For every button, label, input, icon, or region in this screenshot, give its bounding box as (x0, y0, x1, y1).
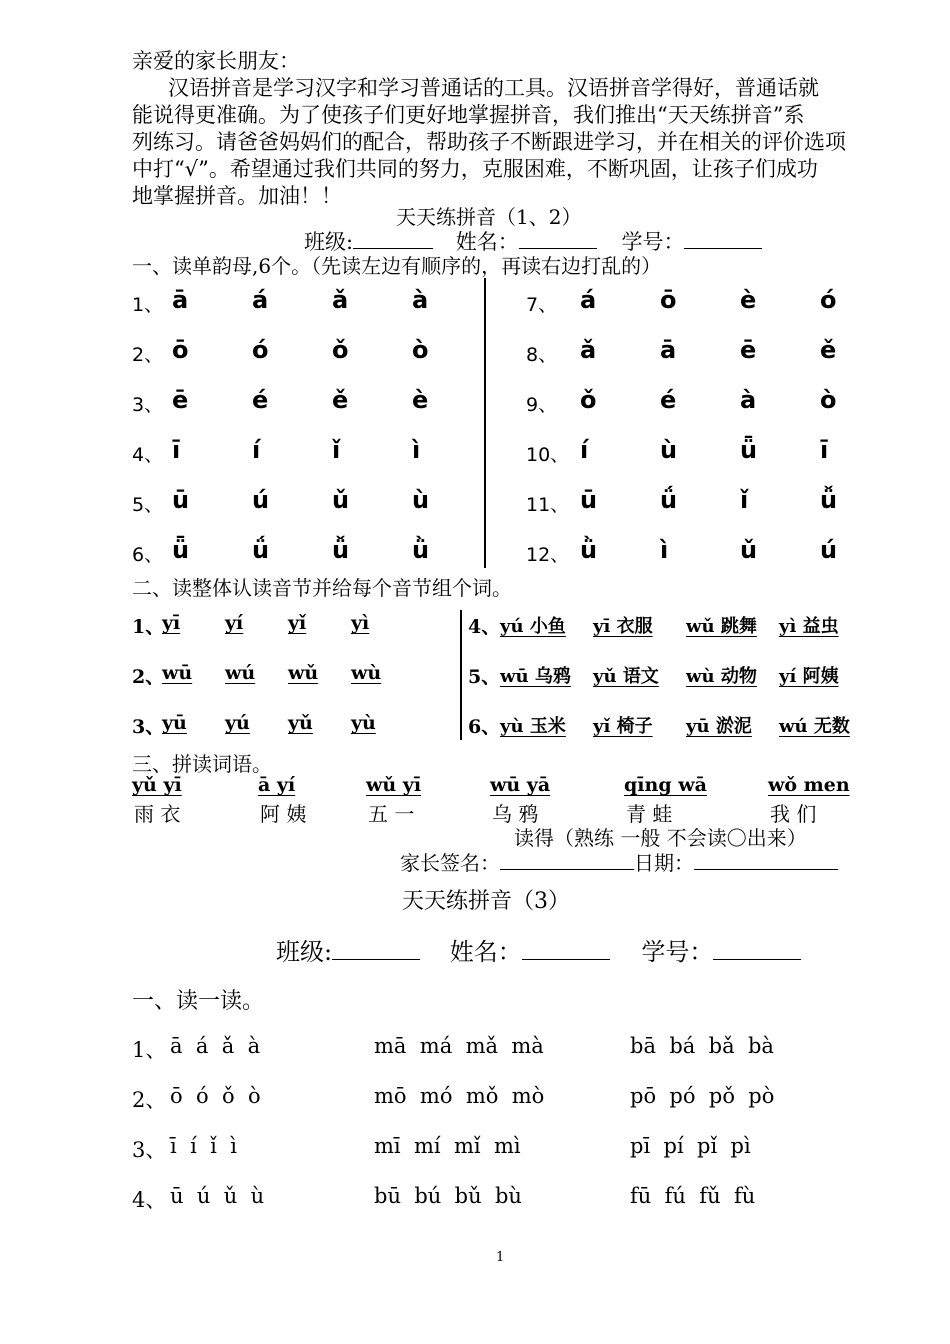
vowel: è (740, 286, 757, 314)
vowel: ǘ (252, 536, 270, 564)
vowel: ú (252, 486, 270, 514)
vowel: ǜ (580, 536, 598, 564)
vowel: ǖ (740, 436, 758, 464)
syllables: bū bú bǔ bù (374, 1184, 522, 1208)
row-number: 1、 (132, 616, 165, 638)
intro-line: 地掌握拼音。加油！！ (132, 184, 342, 208)
lesson1-title: 天天练拼音（1、2） (396, 205, 582, 229)
intro-line: 中打“√”。希望通过我们共同的努力，克服困难，不断巩固，让孩子们成功 (132, 157, 818, 181)
syllable: yǔ (288, 712, 313, 734)
syllable-word: yí 阿姨 (779, 666, 839, 687)
word-hanzi: 五 一 (368, 802, 415, 826)
greeting: 亲爱的家长朋友： (132, 49, 300, 73)
syllables: ā á ǎ à (170, 1034, 261, 1058)
row-number: 3、 (132, 394, 164, 416)
syllable: yī (162, 612, 181, 634)
vowel: ǔ (740, 536, 758, 564)
vowel: á (252, 286, 269, 314)
class-field[interactable] (353, 228, 433, 249)
vowel: ǎ (332, 286, 349, 314)
vowel: ū (172, 486, 190, 514)
vowel: ē (740, 336, 757, 364)
vowel: ǘ (660, 486, 678, 514)
vowel: ǒ (332, 336, 349, 364)
intro-line: 列练习。请爸爸妈妈们的配合，帮助孩子不断跟进学习，并在相关的评价选项 (132, 130, 846, 154)
row-number: 1、 (132, 294, 164, 316)
syllables: pī pí pǐ pì (630, 1134, 751, 1158)
vowel: è (412, 386, 429, 414)
section3-title: 三、拼读词语。 (132, 752, 272, 776)
id-label: 学号： (621, 230, 685, 254)
vowel: ǐ (332, 436, 341, 464)
syllable-word: wū 乌鸦 (500, 666, 571, 687)
row-number: 2、 (132, 1088, 167, 1112)
syllable-word: wǔ 跳舞 (686, 616, 757, 637)
evaluation: 读得（熟练 一般 不会读〇出来） (514, 826, 807, 850)
vowel: ù (660, 436, 678, 464)
name-field[interactable] (519, 228, 597, 249)
syllables: mī mí mǐ mì (374, 1134, 521, 1158)
intro-letter (132, 48, 872, 210)
parent-sign-field[interactable] (500, 849, 634, 870)
vowel: ò (412, 336, 429, 364)
vowel: é (660, 386, 677, 414)
word-pinyin: wǔ yī (366, 774, 422, 796)
syllable-word: yú 小鱼 (500, 616, 566, 637)
vowel: ǎ (580, 336, 597, 364)
syllable-word: yì 益虫 (779, 616, 839, 637)
word-hanzi: 青 蛙 (626, 802, 673, 826)
word-pinyin: wū yā (490, 774, 551, 796)
vowel: ǚ (820, 486, 838, 514)
row-number: 7、 (526, 294, 558, 316)
word-hanzi: 乌 鸦 (492, 802, 539, 826)
parent-sign-label: 家长签名： (400, 851, 500, 875)
vowel: ù (412, 486, 430, 514)
lesson3-info (276, 932, 801, 967)
vowel: ā (660, 336, 677, 364)
id-field[interactable] (713, 939, 801, 960)
section2-title: 二、读整体认读音节并给每个音节组个词。 (132, 576, 512, 600)
row-number: 10、 (526, 444, 570, 466)
vowel: á (580, 286, 597, 314)
vowel: ó (820, 286, 837, 314)
intro-line: 能说得更准确。为了使孩子们更好地掌握拼音，我们推出“天天练拼音”系 (132, 103, 805, 127)
syllable: yì (351, 612, 370, 634)
row-number: 4、 (468, 616, 501, 638)
row-number: 11、 (526, 494, 570, 516)
word-pinyin: yǔ yī (132, 774, 182, 796)
syllable: wú (225, 662, 256, 684)
vowel: í (580, 436, 589, 464)
syllable-word: yū 淤泥 (686, 716, 752, 737)
row-number: 5、 (468, 666, 501, 688)
vowel: à (740, 386, 757, 414)
syllable: yǐ (288, 612, 307, 634)
vowel: ō (660, 286, 677, 314)
word-pinyin: qīng wā (624, 774, 707, 796)
syllable: wū (162, 662, 193, 684)
syllable: yí (225, 612, 244, 634)
word-hanzi: 阿 姨 (260, 802, 307, 826)
syllable-word: wù 动物 (686, 666, 757, 687)
vowel: ī (820, 436, 829, 464)
vowel: ō (172, 336, 189, 364)
vowel: ǚ (332, 536, 350, 564)
id-field[interactable] (684, 228, 762, 249)
id-label: 学号： (641, 938, 714, 966)
name-field[interactable] (522, 939, 610, 960)
vowel: ì (660, 536, 669, 564)
vowel: à (412, 286, 429, 314)
syllables: mā má mǎ mà (374, 1034, 544, 1058)
lesson3-section-title: 一、读一读。 (132, 989, 265, 1014)
row-number: 3、 (132, 1138, 167, 1162)
syllable-word: yǐ 椅子 (593, 716, 653, 737)
syllable: wǔ (288, 662, 319, 684)
syllables: ō ó ǒ ò (170, 1084, 261, 1108)
row-number: 6、 (468, 716, 501, 738)
vowel: ī (172, 436, 181, 464)
date-label: 日期： (634, 851, 694, 875)
section1-title: 一、读单韵母,6个。（先读左边有顺序的，再读右边打乱的） (132, 254, 662, 278)
syllables: bā bá bǎ bà (630, 1034, 774, 1058)
row-number: 4、 (132, 444, 164, 466)
class-field[interactable] (332, 939, 420, 960)
row-number: 6、 (132, 544, 164, 566)
row-number: 9、 (526, 394, 558, 416)
vowel: ǐ (740, 486, 749, 514)
row-number: 12、 (526, 544, 570, 566)
syllable-word: yù 玉米 (500, 716, 566, 737)
signature-row (400, 847, 838, 876)
word-pinyin: ā yí (258, 774, 296, 796)
vowel: ú (820, 536, 838, 564)
syllables: ū ú ǔ ù (170, 1184, 265, 1208)
row-number: 2、 (132, 344, 164, 366)
syllables: pō pó pǒ pò (630, 1084, 775, 1108)
name-label: 姓名： (455, 230, 519, 254)
syllables: fū fú fǔ fù (630, 1184, 756, 1208)
lesson3-title: 天天练拼音（3） (402, 889, 570, 914)
syllable-word: wú 无数 (779, 716, 850, 737)
word-hanzi: 我 们 (770, 802, 817, 826)
syllable-word: yī 衣服 (593, 616, 653, 637)
row-number: 1、 (132, 1038, 167, 1062)
syllable: yù (351, 712, 376, 734)
vowel: é (252, 386, 269, 414)
class-label: 班级: (304, 230, 354, 254)
vowel: ǔ (332, 486, 350, 514)
word-hanzi: 雨 衣 (134, 802, 181, 826)
syllable: yú (225, 712, 250, 734)
row-number: 2、 (132, 666, 165, 688)
divider-line-2 (460, 610, 462, 740)
name-label: 姓名： (449, 938, 522, 966)
vowel: ǒ (580, 386, 597, 414)
vowel: ē (172, 386, 189, 414)
vowel: ǖ (172, 536, 190, 564)
vowel: ì (412, 436, 421, 464)
vowel: ě (332, 386, 349, 414)
syllable: wù (351, 662, 382, 684)
intro-line: 汉语拼音是学习汉字和学习普通话的工具。汉语拼音学得好，普通话就 (168, 76, 819, 100)
syllables: mō mó mǒ mò (374, 1084, 545, 1108)
syllable: yū (162, 712, 187, 734)
vowel: í (252, 436, 261, 464)
syllables: ī í ǐ ì (170, 1134, 237, 1158)
row-number: 3、 (132, 716, 165, 738)
vowel: ě (820, 336, 837, 364)
word-pinyin: wǒ men (768, 774, 850, 796)
date-field[interactable] (694, 849, 838, 870)
class-label: 班级: (276, 938, 333, 966)
vowel: ó (252, 336, 269, 364)
vowel: ū (580, 486, 598, 514)
vowel: ǜ (412, 536, 430, 564)
syllable-word: yǔ 语文 (593, 666, 659, 687)
vowel: ò (820, 386, 837, 414)
page-number: 1 (496, 1250, 505, 1265)
row-number: 5、 (132, 494, 164, 516)
divider-line (484, 278, 486, 568)
row-number: 4、 (132, 1188, 167, 1212)
vowel: ā (172, 286, 189, 314)
row-number: 8、 (526, 344, 558, 366)
